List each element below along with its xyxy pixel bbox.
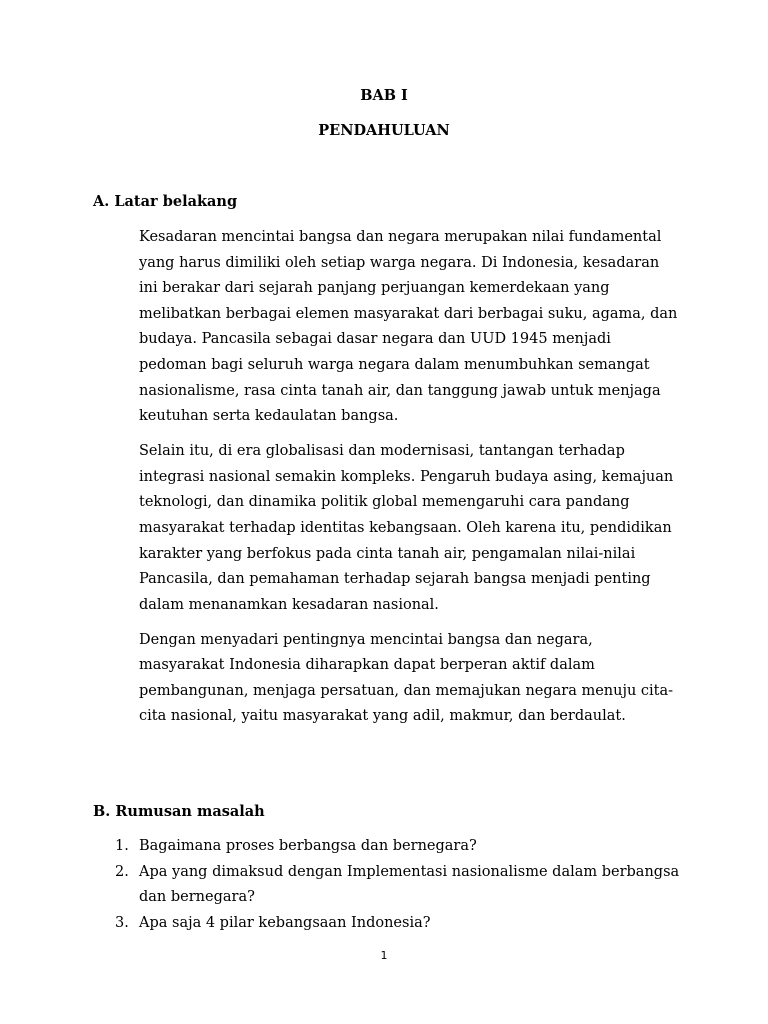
list-item [115, 911, 685, 937]
list-item-text: Apa yang dimaksud dengan Implementasi nasionalisme dalam berbangsa dan bernegara? [139, 863, 680, 906]
list-item-text: Bagaimana proses berbangsa dan bernegara? [139, 838, 477, 854]
chapter-number: BAB I [360, 87, 408, 104]
paragraph: Dengan menyadari pentingnya mencintai bangsa dan negara, masyarakat Indonesia diharapkan dapat berperan aktif dalam pembangunan, menjaga persatuan, dan memajukan negara menuju cita-cita nasional, yaitu masyarakat yang adil, makmur, dan berdaulat. [139, 631, 674, 725]
list-item [115, 834, 685, 860]
problem-list [115, 834, 685, 936]
paragraph: Kesadaran mencintai bangsa dan negara merupakan nilai fundamental yang harus dimiliki oleh setiap warga negara. Di Indonesia, kesadaran ini berakar dari sejarah panjang perjuangan kemerdekaan yang melibatkan berbagai elemen masyarakat dari berbagai suku, agama, dan budaya. Pancasila sebagai dasar negara dan UUD 1945 menjadi pedoman bagi seluruh warga negara dalam menumbuhkan semangat nasionalisme, rasa cinta tanah air, dan tanggung jawab untuk menjaga keutuhan serta kedaulatan bangsa. [139, 229, 678, 425]
section-b-heading: B. Rumusan masalah [93, 803, 265, 820]
list-item-number: 1. [115, 838, 129, 854]
list-item-number: 2. [115, 863, 129, 880]
list-item-text: Apa saja 4 pilar kebangsaan Indonesia? [139, 914, 431, 931]
list-item [115, 860, 685, 911]
page-number: 1 [380, 949, 388, 962]
section-a-body [139, 225, 679, 739]
list-item-number: 3. [115, 914, 129, 931]
chapter-title: PENDAHULUAN [318, 122, 450, 139]
section-a-heading: A. Latar belakang [93, 193, 238, 210]
paragraph: Selain itu, di era globalisasi dan modernisasi, tantangan terhadap integrasi nasional semakin kompleks. Pengaruh budaya asing, kemajuan teknologi, dan dinamika politik global memengaruhi cara pandang masyarakat terhadap identitas kebangsaan. Oleh karena itu, pendidikan karakter yang berfokus pada cinta tanah air, pengamalan nilai-nilai Pancasila, dan pemahaman terhadap sejarah bangsa menjadi penting dalam menanamkan kesadaran nasional. [139, 443, 674, 613]
